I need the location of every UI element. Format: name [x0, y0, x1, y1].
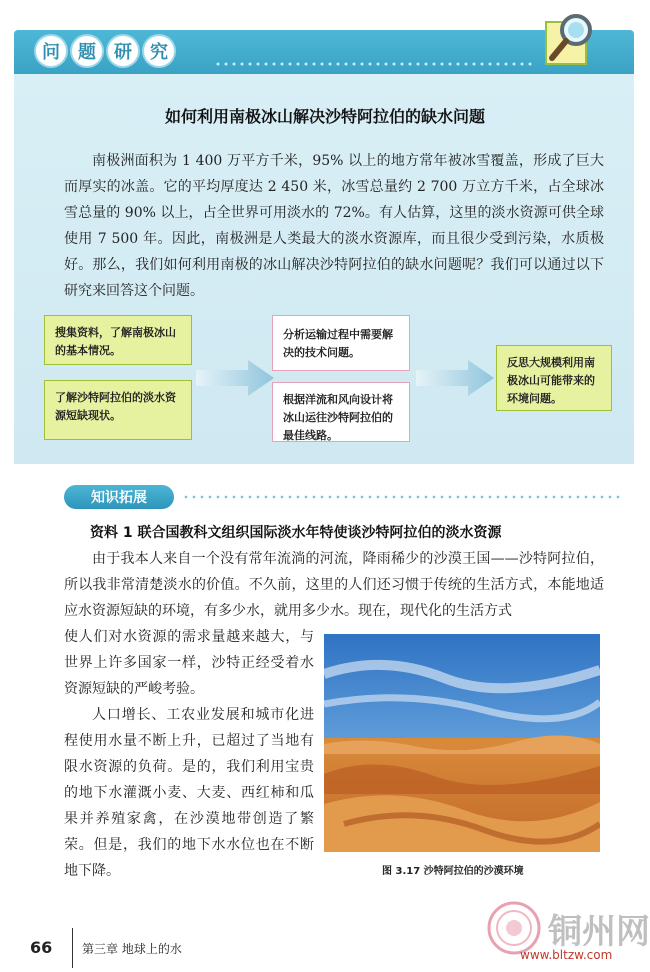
research-title: 如何利用南极冰山解决沙特阿拉伯的缺水问题: [164, 107, 485, 126]
resource-title: 资料 1 联合国教科文组织国际淡水年特使谈沙特阿拉伯的淡水资源: [90, 525, 502, 541]
magnifier-icon: [540, 8, 604, 72]
flow-box-saudi: 了解沙特阿拉伯的淡水资源短缺现状。: [44, 380, 192, 440]
resource-text-left: 使人们对水资源的需求量越来越大，与世界上许多国家一样，沙特正经受着水资源短缺的严峻考验。 人口增长、工农业发展和城市化进程使用水量不断上升，已超过了当地有限水资源的负荷。是的，我们利用宝贵的地下水灌溉小麦、大麦、西红柿和瓜果并养殖家禽，在沙漠地带创造了繁荣。但是，我们的地下水水位也在不断地下降。: [64, 629, 314, 879]
research-paragraph: 南极洲面积为 1 400 万平方千米，95% 以上的地方常年被冰雪覆盖，形成了巨大而厚实的冰盖。它的平均厚度达 2 450 米，冰雪总量约 2 700 万立方千米，占全球冰雪总量的 90% 以上，占全世界可用淡水的 72%。有人估算，这里的淡水资源可供全球使用 7 500 年。因此，南极洲是人类最大的淡水资源库，而且很少受到污染，水质极好。那么，我们如何利用南极的冰山解决沙特阿拉伯的缺水问题呢？我们可以通过以下研究来回答这个问题。: [64, 153, 604, 299]
banner-dots: [214, 62, 534, 66]
footer-divider: [72, 928, 73, 968]
banner-char: 题: [72, 36, 102, 66]
watermark-url: www.bltzw.com: [520, 948, 613, 962]
arrow-icon: [196, 358, 276, 398]
banner-char: 问: [36, 36, 66, 66]
figure-caption: 图 3.17 沙特阿拉伯的沙漠环境: [382, 866, 524, 877]
knowledge-dots: [182, 495, 622, 499]
flow-box-antarctic: 搜集资料，了解南极冰山的基本情况。: [44, 315, 192, 365]
knowledge-bar: 知识拓展: [64, 485, 174, 509]
banner-title: [36, 36, 174, 66]
banner-char: 研: [108, 36, 138, 66]
chapter-label: 第三章 地球上的水: [82, 942, 182, 956]
arrow-icon: [416, 358, 496, 398]
page-number: 66: [30, 938, 53, 957]
desert-photo: [324, 634, 600, 852]
banner-char: 究: [144, 36, 174, 66]
flow-box-technical: 分析运输过程中需要解决的技术问题。: [272, 315, 410, 371]
flow-box-environment: 反思大规模利用南极冰山可能带来的环境问题。: [496, 345, 612, 411]
flow-box-route: 根据洋流和风向设计将冰山运往沙特阿拉伯的最佳线路。: [272, 382, 410, 442]
watermark-text: 铜州网: [548, 911, 650, 952]
resource-text-top: 由于我本人来自一个没有常年流淌的河流，降雨稀少的沙漠王国——沙特阿拉伯，所以我非常清楚淡水的价值。不久前，这里的人们还习惯于传统的生活方式，本能地适应水资源短缺的环境，有多少水，就用多少水。现在，现代化的生活方式: [64, 551, 604, 619]
